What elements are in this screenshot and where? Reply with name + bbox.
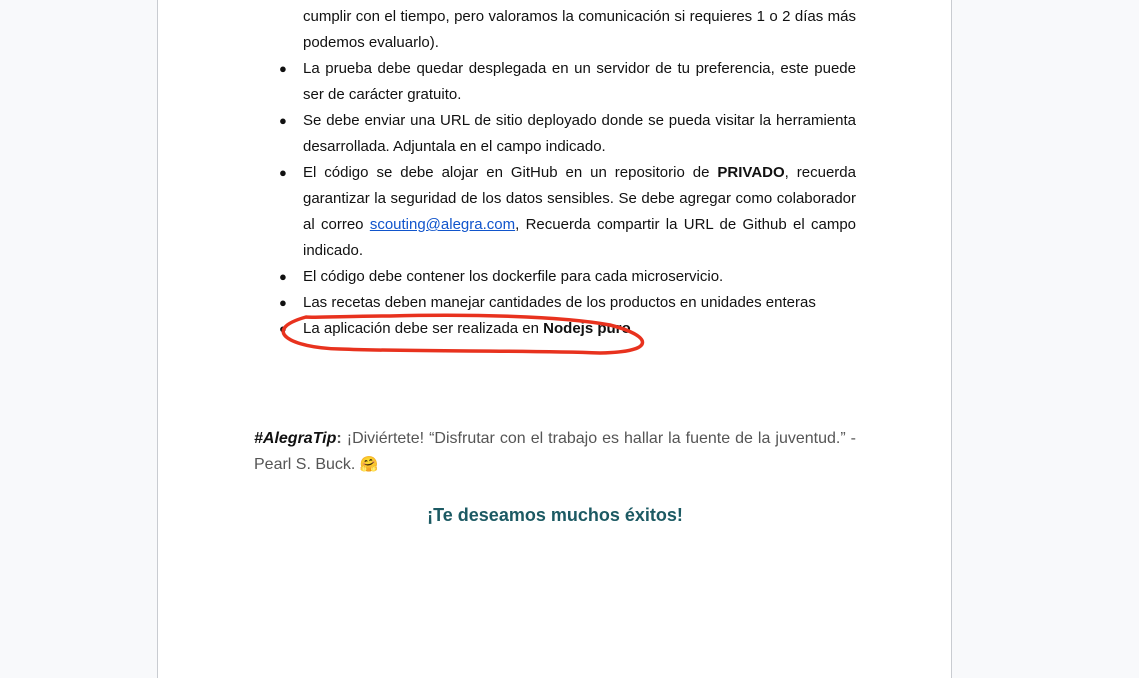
list-item (254, 316, 856, 342)
list-item-text: La prueba debe quedar desplegada en un servidor de tu preferencia, este puede ser de carácter gratuito. (303, 60, 856, 103)
email-link[interactable]: scouting@alegra.com (369, 216, 516, 233)
tip-colon: : (336, 430, 342, 447)
closing-message: ¡Te deseamos muchos éxitos! (427, 505, 683, 525)
bullet-icon: ● (279, 295, 287, 310)
list-item (254, 108, 856, 160)
tip-text: ¡Diviértete! “Disfrutar con el trabajo es hallar la fuente de la juventud.” - Pearl S. Buck. (254, 430, 856, 473)
list-item (254, 56, 856, 108)
emphasis-nodejs: Nodejs puro (543, 320, 631, 337)
list-item-text: , recuerda garantizar la seguridad de los datos sensibles. Se debe agregar como colaborador al correo (303, 164, 856, 233)
list-item-text: El código debe contener los dockerfile para cada microservicio. (303, 268, 724, 285)
bullet-icon: ● (279, 113, 287, 128)
bullet-icon: ● (279, 165, 287, 180)
list-item-text: cumplir con el tiempo, pero valoramos la comunicación si requieres 1 o 2 días más podemos evaluarlo). (303, 8, 856, 51)
emphasis-private: PRIVADO (717, 164, 785, 181)
alegra-tip (254, 426, 856, 478)
bullet-icon: ● (279, 321, 287, 336)
list-item-text: El código se debe alojar en GitHub en un repositorio de (303, 164, 718, 181)
list-item (254, 4, 856, 56)
list-item-text: Se debe enviar una URL de sitio deployado donde se pueda visitar la herramienta desarrollada. Adjuntala en el campo indicado. (303, 112, 856, 155)
list-item (254, 290, 856, 316)
bullet-icon: ● (279, 269, 287, 284)
bullet-icon: ● (279, 61, 287, 76)
list-item (254, 160, 856, 264)
requirements-list (254, 4, 856, 342)
list-item-text: La aplicación debe ser realizada en (303, 320, 544, 337)
tip-tag: #AlegraTip (254, 430, 337, 447)
hugging-face-icon: 🤗 (359, 456, 379, 473)
list-item (254, 264, 856, 290)
list-item-text: , Recuerda compartir la URL de Github el campo indicado. (303, 216, 856, 259)
list-item-text: Las recetas deben manejar cantidades de los productos en unidades enteras (303, 294, 816, 311)
document-page (157, 0, 952, 678)
